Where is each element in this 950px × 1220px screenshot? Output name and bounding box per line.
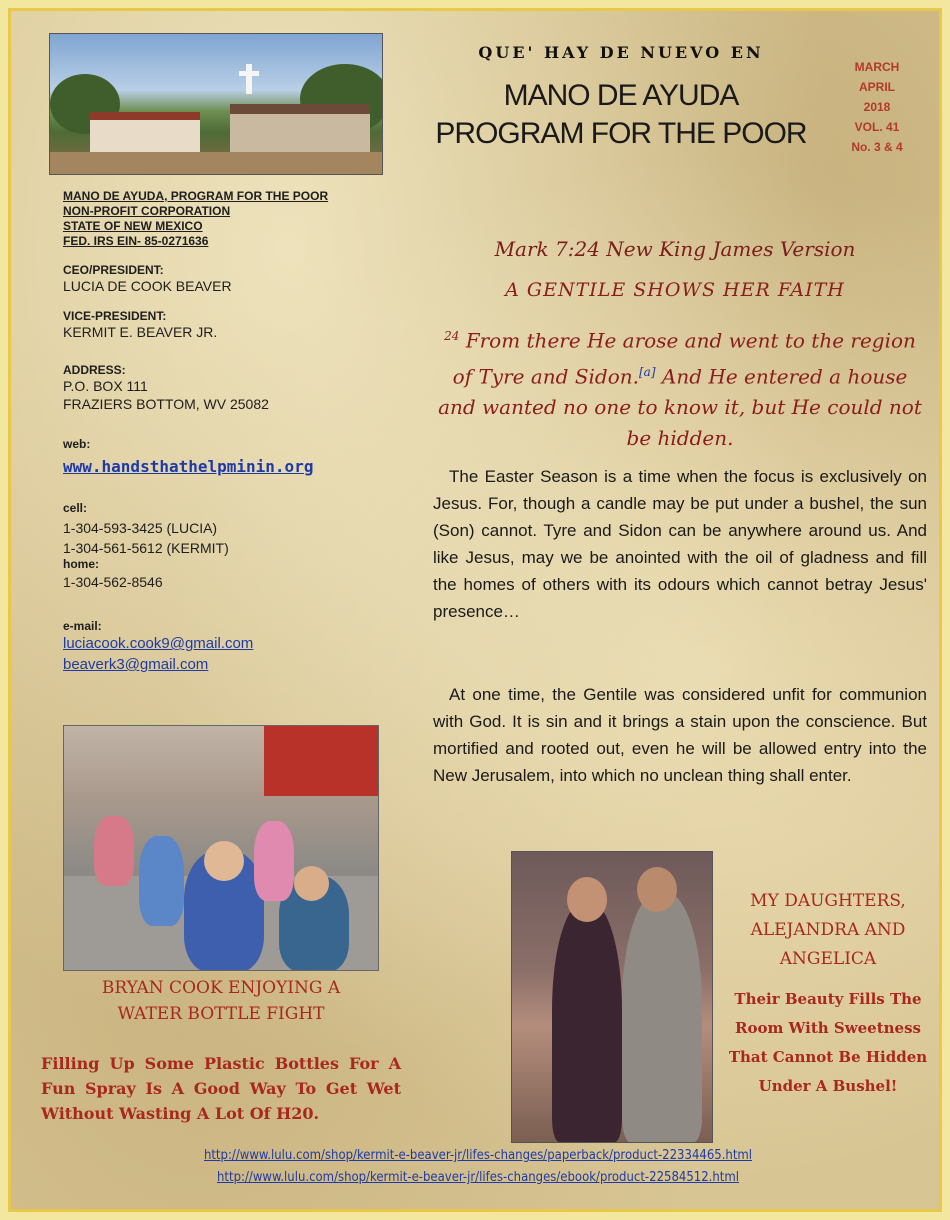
scripture-reference: Mark 7:24 New King James Version bbox=[494, 237, 856, 261]
church-photo bbox=[49, 33, 383, 175]
issue-month: APRIL bbox=[859, 80, 895, 94]
ceo-block bbox=[63, 263, 232, 295]
kids-water-photo bbox=[63, 725, 379, 971]
paragraph-text: The Easter Season is a time when the focus is exclusively on Jesus. For, though a candle may be put under a bushel, the sun (Son) cannot. Tyre and Sidon can be anywhere around us. And like Jesus, may we be anointed with the oil of gladness and fill the homes of others with its odours which cannot betray Jesus' presence… bbox=[433, 467, 927, 621]
building-shape bbox=[230, 104, 370, 154]
org-line: MANO DE AYUDA, PROGRAM FOR THE POOR bbox=[63, 189, 329, 203]
web-block bbox=[63, 437, 313, 476]
masthead-line: MANO DE AYUDA bbox=[503, 79, 739, 112]
verse-text: it bbox=[724, 395, 739, 420]
verse-text: , but He could not be hidden. bbox=[626, 395, 922, 451]
ground-shape bbox=[50, 152, 382, 175]
address-line: P.O. BOX 111 bbox=[63, 378, 148, 394]
email-link[interactable]: beaverk3@gmail.com bbox=[63, 656, 209, 673]
kids-caption bbox=[51, 975, 391, 1027]
email-link[interactable]: luciacook.cook9@gmail.com bbox=[63, 635, 254, 652]
email-label: e-mail: bbox=[63, 619, 102, 633]
cross-icon bbox=[246, 64, 252, 94]
kicker: QUE' HAY DE NUEVO EN bbox=[478, 43, 764, 62]
home-label: home: bbox=[63, 557, 99, 571]
issue-info bbox=[827, 57, 927, 157]
phone-block bbox=[63, 501, 229, 591]
paragraph-text: At one time, the Gentile was considered unfit for communion with God. It is sin and it brings a stain upon the conscience. But mortified and rooted out, even he will be allowed entry into the New Jerusalem, into which no unclean thing shall enter. bbox=[433, 685, 927, 785]
article-paragraph bbox=[433, 681, 927, 789]
heading-line: ALEJANDRA AND bbox=[750, 920, 906, 940]
verse-text: From there He arose and went to the region of Tyre and Sidon. bbox=[452, 328, 916, 389]
person-shape bbox=[552, 902, 622, 1142]
caption-line: BRYAN COOK ENJOYING A bbox=[101, 978, 341, 998]
org-line: FED. IRS EIN- 85-0271636 bbox=[63, 234, 209, 248]
heading-line: MY DAUGHTERS, bbox=[750, 891, 906, 911]
ebook-link[interactable]: http://www.lulu.com/shop/kermit-e-beaver-jr/lifes-changes/ebook/product-22584512.html bbox=[217, 1170, 739, 1185]
vp-block bbox=[63, 309, 217, 341]
daughters-description: Their Beauty Fills The Room With Sweetness That Cannot Be Hidden Under A Bushel! bbox=[728, 990, 928, 1095]
issue-volume: VOL. 41 bbox=[854, 120, 900, 134]
cell-phone: 1-304-561-5612 (KERMIT) bbox=[63, 540, 229, 556]
ceo-name: LUCIA DE COOK BEAVER bbox=[63, 278, 232, 294]
child-shape bbox=[139, 836, 184, 926]
building-shape bbox=[90, 112, 200, 152]
article-paragraph bbox=[433, 463, 927, 625]
child-shape bbox=[94, 816, 134, 886]
heading-line: ANGELICA bbox=[779, 949, 877, 969]
cell-phone: 1-304-593-3425 (LUCIA) bbox=[63, 520, 218, 536]
ceo-label: CEO/PRESIDENT: bbox=[63, 263, 164, 277]
child-shape bbox=[254, 821, 294, 901]
caption-line: WATER BOTTLE FIGHT bbox=[117, 1004, 325, 1024]
kids-description: Filling Up Some Plastic Bottles For A Fun Spray Is A Good Way To Get Wet Without Wasting A Lot Of H20. bbox=[41, 1054, 401, 1123]
email-block bbox=[63, 619, 253, 675]
issue-number: No. 3 & 4 bbox=[851, 140, 903, 154]
face-shape bbox=[637, 867, 677, 912]
verse-number: 24 bbox=[444, 329, 460, 343]
vp-label: VICE-PRESIDENT: bbox=[63, 309, 167, 323]
issue-year: 2018 bbox=[863, 100, 891, 114]
building-shape bbox=[264, 726, 379, 796]
scripture-verse bbox=[435, 321, 925, 454]
book-links bbox=[31, 1145, 925, 1189]
daughters-photo bbox=[511, 851, 713, 1143]
home-phone: 1-304-562-8546 bbox=[63, 574, 163, 590]
face-shape bbox=[567, 877, 607, 922]
masthead-line: PROGRAM FOR THE POOR bbox=[435, 117, 807, 150]
scripture-title: A GENTILE SHOWS HER FAITH bbox=[505, 279, 845, 301]
website-link[interactable]: www.handsthathelpminin.org bbox=[63, 457, 314, 476]
issue-month: MARCH bbox=[854, 60, 900, 74]
daughters-heading bbox=[729, 887, 927, 974]
address-label: ADDRESS: bbox=[63, 363, 126, 377]
newsletter-page bbox=[8, 8, 942, 1212]
verse-text: And He entered a house and wanted no one to know bbox=[438, 364, 908, 420]
address-block bbox=[63, 363, 269, 413]
person-shape bbox=[622, 892, 702, 1142]
web-label: web: bbox=[63, 437, 91, 451]
vp-name: KERMIT E. BEAVER JR. bbox=[63, 324, 218, 340]
org-line: STATE OF NEW MEXICO bbox=[63, 219, 203, 233]
footnote-link[interactable]: [a] bbox=[639, 364, 656, 379]
face-shape bbox=[204, 841, 244, 881]
cell-label: cell: bbox=[63, 501, 88, 515]
paperback-link[interactable]: http://www.lulu.com/shop/kermit-e-beaver-jr/lifes-changes/paperback/product-22334465.html bbox=[203, 1148, 753, 1163]
masthead-title bbox=[411, 77, 831, 153]
address-line: FRAZIERS BOTTOM, WV 25082 bbox=[63, 396, 269, 412]
org-line: NON-PROFIT CORPORATION bbox=[63, 204, 231, 218]
face-shape bbox=[294, 866, 329, 901]
org-block bbox=[63, 189, 328, 249]
